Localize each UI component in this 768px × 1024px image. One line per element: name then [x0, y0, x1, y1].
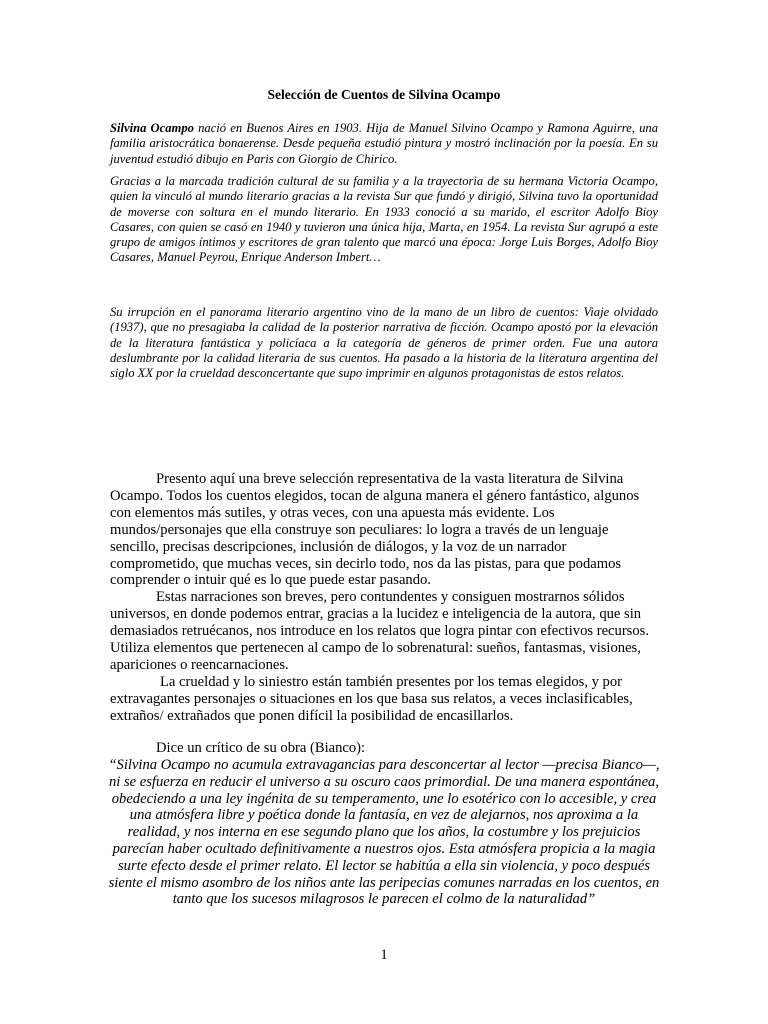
bio-paragraph-2: Gracias a la marcada tradición cultural de su familia y a la trayectoria de su hermana Victoria Ocampo, quien la vinculó al mundo literario gracias a la revista Sur que fundó y dirigió, Silvina tuvo la oportunidad de moverse con soltura en el mundo literario. En 1933 conoció a su marido, el escritor Adolfo Bioy Casares, con quien se casó en 1940 y tuvieron una única hija, Marta, en 1954. La revista Sur agrupó a este grupo de amigos íntimos y escritores de gran talento que marcó una época: Jorge Luis Borges, Adolfo Bioy Casares, Manuel Peyrou, Enrique Anderson Imbert… [110, 174, 658, 265]
bio-paragraph-1-text: nació en Buenos Aires en 1903. Hija de Manuel Silvino Ocampo y Ramona Aguirre, una familia aristocrática bonaerense. Desde pequeña estudió pintura y mostró inclinación por la poesía. En su juventud estudió dibujo en Paris con Giorgio de Chirico. [110, 121, 658, 166]
critic-intro-text: Dice un crítico de su obra (Bianco): [156, 740, 366, 756]
bio-paragraph-1 [110, 121, 658, 167]
page-number: 1 [380, 947, 388, 963]
body-paragraph-3: La crueldad y lo siniestro están también presentes por los temas elegidos, y por extravagantes personajes o situaciones en los que basa sus relatos, a veces inclasificables, extraños/ extrañados que ponen difícil la posibilidad de encasillarlos. [110, 673, 633, 724]
body-paragraph-2: Estas narraciones son breves, pero contundentes y consiguen mostrarnos sólidos universos, en donde podemos entrar, gracias a la lucidez e inteligencia de la autora, que sin demasiados retruécanos, nos introduce en los relatos que logra pintar con efectivos recursos. Utiliza elementos que pertenecen al campo de lo sobrenatural: sueños, fantasmas, visiones, apariciones o reencarnaciones. [110, 589, 649, 673]
body-paragraph-1: Presento aquí una breve selección representativa de la vasta literatura de Silvina Ocampo. Todos los cuentos elegidos, tocan de alguna manera el género fantástico, algunos con elementos más sutiles, y otras veces, con una apuesta más evidente. Los mundos/personajes que ella construye son peculiares: lo logra a través de un lenguaje sencillo, precisas descripciones, inclusión de diálogos, y la voz de un narrador comprometido, que muchas veces, sin decirlo todo, nos da las pistas, para que podamos comprender o intuir qué es lo que puede estar pasando. [110, 471, 640, 589]
document-title: Selección de Cuentos de Silvina Ocampo [267, 87, 501, 102]
critic-intro [110, 740, 656, 757]
critic-quote: “Silvina Ocampo no acumula extravagancias para desconcertar al lector —precisa Bianco—, ni se esfuerza en reducir el universo a su oscuro caos primordial. De una manera espontánea, obedeciendo a una ley ingénita de su temperamento, une lo esotérico con lo accesible, y crea una atmósfera libre y poética donde la fantasía, en vez de alejarnos, nos aproxima a la realidad, y nos interna en ese segundo plano que los años, la costumbre y los prejuicios parecían haber ocultado definitivamente a nuestros ojos. Esta atmósfera propicia a la magia surte efecto desde el primer relato. El lector se habitúa a ella sin violencia, y poco después siente el mismo asombro de los niños ante las peripecias comunes narradas en los cuentos, en tanto que los sucesos milagrosos le parecen el colmo de la naturalidad” [108, 757, 660, 908]
author-name: Silvina Ocampo [110, 121, 194, 135]
bio-paragraph-3: Su irrupción en el panorama literario argentino vino de la mano de un libro de cuentos: Viaje olvidado (1937), que no presagiaba la calidad de la posterior narrativa de ficción. Ocampo apostó por la elevación de la literatura fantástica y policíaca a la categoría de géneros de primer orden. Fue una autora deslumbrante por la calidad literaria de sus cuentos. Ha pasado a la historia de la literatura argentina del siglo XX por la crueldad desconcertante que supo imprimir en algunos protagonistas de estos relatos. [110, 305, 658, 381]
main-body [110, 471, 656, 725]
